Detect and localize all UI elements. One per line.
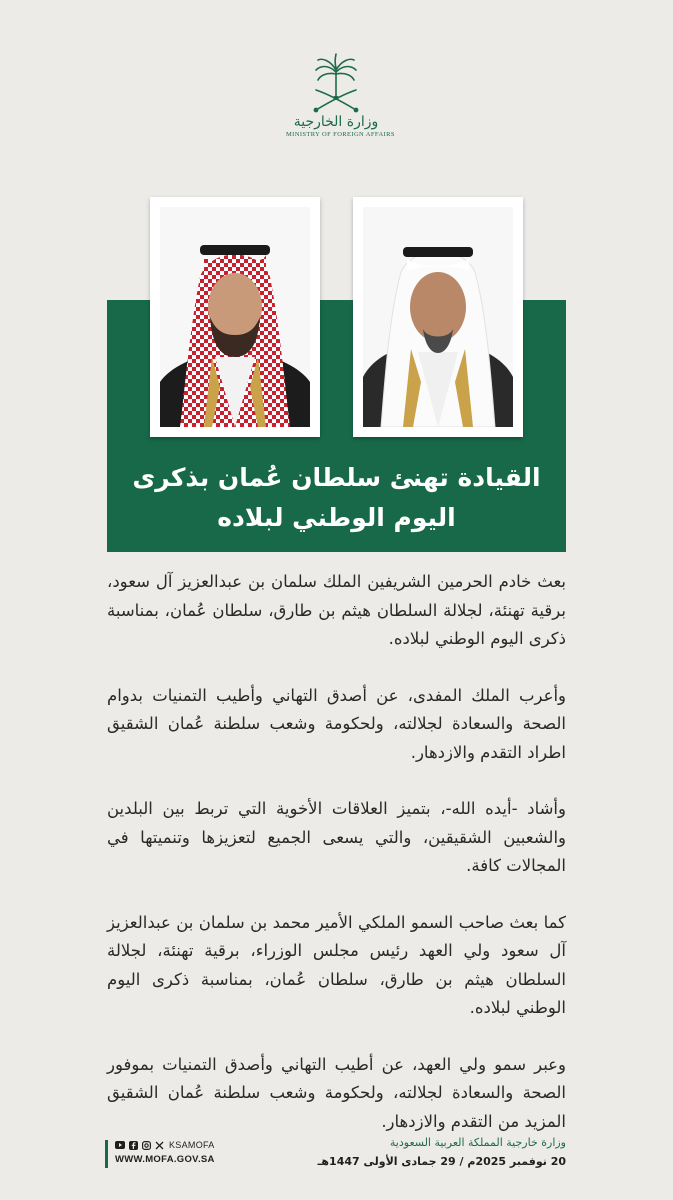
paragraph: بعث خادم الحرمين الشريفين الملك سلمان بن عبدالعزيز آل سعود، برقية تهنئة، لجلالة السلطان هيثم بن طارق، سلطان عُمان، بمناسبة ذكرى اليوم الوطني لبلاده. [107, 572, 566, 648]
source-org: وزارة خارجية المملكة العربية السعودية [389, 1136, 566, 1149]
paragraph: كما بعث صاحب السمو الملكي الأمير محمد بن سلمان بن عبدالعزيز آل سعود ولي العهد رئيس مجلس الوزراء، برقية تهنئة، لجلالة السلطان هيثم بن طارق، سلطان عُمان، بمناسبة ذكرى اليوم الوطني لبلاده. [107, 912, 566, 1017]
portrait-crown-prince-photo [160, 207, 310, 427]
portrait-king [353, 197, 523, 437]
social-row [115, 1140, 247, 1150]
saudi-emblem-palm-swords-icon [306, 52, 366, 116]
portrait-king-photo [363, 207, 513, 427]
paragraph: وأشاد -أيده الله-، بتميز العلاقات الأخوية التي تربط بين البلدين والشعبين الشقيقين، والتي يسعى الجميع لتعزيزها وتنميتها في المجالات كافة. [107, 799, 566, 875]
website-link[interactable]: WWW.MOFA.GOV.SA [115, 1154, 215, 1165]
article-body [107, 568, 566, 1164]
youtube-icon[interactable] [115, 1140, 125, 1150]
person-silhouette-icon [363, 207, 513, 427]
x-icon[interactable] [154, 1140, 164, 1150]
instagram-icon[interactable] [141, 1140, 151, 1150]
headline: القيادة تهنئ سلطان عُمان بذكرى اليوم الوطني لبلاده [132, 463, 541, 532]
person-silhouette-icon [160, 207, 310, 427]
paragraph: وأعرب الملك المفدى، عن أصدق التهاني وأطيب التمنيات بدوام الصحة والسعادة لجلالته، ولحكومة وشعب سلطنة عُمان الشقيق اطراد التقدم والازدهار. [107, 685, 566, 762]
ministry-name-en: MINISTRY OF FOREIGN AFFAIRS [286, 131, 395, 138]
publish-date: 20 نوفمبر 2025م / 29 جمادى الأولى 1447هـ [317, 1155, 566, 1168]
paragraph: وعبر سمو ولي العهد، عن أطيب التهاني وأصدق التمنيات بموفور الصحة والسعادة لجلالته، ولحكومة وشعب سلطنة عُمان الشقيق المزيد من التقدم والازدهار. [107, 1054, 566, 1131]
footer-social [107, 1140, 247, 1165]
ministry-logo [286, 52, 395, 152]
ministry-name-ar: وزارة الخارجية [293, 114, 379, 130]
footer-source [306, 1136, 566, 1168]
social-handle[interactable]: KSAMOFA [169, 1140, 215, 1150]
facebook-icon[interactable] [128, 1140, 138, 1150]
portrait-crown-prince [150, 197, 320, 437]
accent-bar [105, 1140, 108, 1168]
